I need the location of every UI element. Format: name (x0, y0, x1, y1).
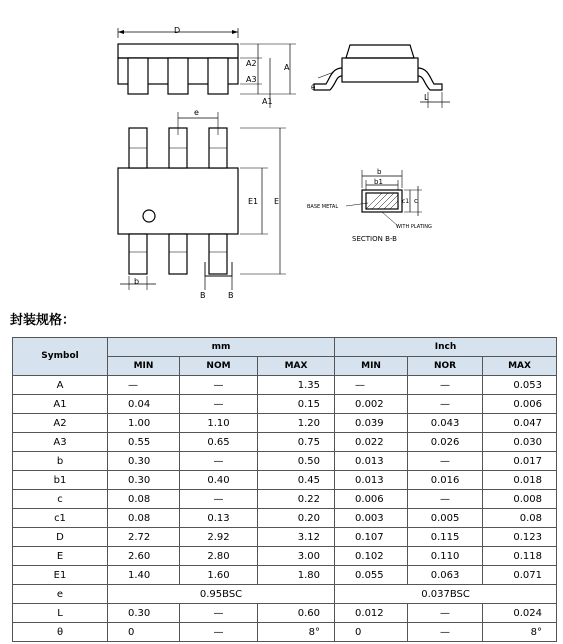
value-cell: 0.003 (335, 509, 408, 528)
table-row (13, 585, 557, 604)
end-view (314, 45, 450, 108)
value-cell: 0.039 (335, 414, 408, 433)
mm-nom-header: NOM (180, 357, 258, 376)
value-cell: 1.60 (180, 566, 258, 585)
value-cell: — (180, 395, 258, 414)
table-row (13, 471, 557, 490)
table-row (13, 547, 557, 566)
mm-header: mm (108, 338, 335, 357)
value-cell: 0.08 (483, 509, 557, 528)
value-cell: 0.95BSC (108, 585, 335, 604)
value-cell: 0.037BSC (335, 585, 557, 604)
label-with-plating: WITH PLATING (396, 224, 432, 230)
value-cell: 1.35 (258, 376, 335, 395)
value-cell: 0.115 (408, 528, 483, 547)
value-cell: 0.047 (483, 414, 557, 433)
value-cell: 0.20 (258, 509, 335, 528)
value-cell: 0.063 (408, 566, 483, 585)
symbol-cell: L (13, 604, 108, 623)
table-row (13, 414, 557, 433)
value-cell: — (408, 623, 483, 642)
table-body-tail (13, 604, 557, 642)
mm-min-header: MIN (108, 357, 180, 376)
label-a3: A3 (246, 75, 257, 84)
value-cell: 0.55 (108, 433, 180, 452)
value-cell: 1.80 (258, 566, 335, 585)
value-cell: — (108, 376, 180, 395)
table-body (13, 376, 557, 585)
value-cell: 0.016 (408, 471, 483, 490)
symbol-cell: e (13, 585, 108, 604)
value-cell: 0.017 (483, 452, 557, 471)
value-cell: 0.018 (483, 471, 557, 490)
value-cell: 1.20 (258, 414, 335, 433)
value-cell: 0 (108, 623, 180, 642)
value-cell: 0.006 (335, 490, 408, 509)
table-row (13, 376, 557, 395)
label-b-section: b (377, 168, 382, 176)
symbol-cell: E (13, 547, 108, 566)
value-cell: 0.102 (335, 547, 408, 566)
value-cell: — (335, 376, 408, 395)
symbol-cell: E1 (13, 566, 108, 585)
value-cell: 0.123 (483, 528, 557, 547)
symbol-header: Symbol (13, 338, 108, 376)
label-b1: b1 (374, 178, 383, 186)
value-cell: 2.72 (108, 528, 180, 547)
value-cell: — (180, 376, 258, 395)
symbol-cell: c1 (13, 509, 108, 528)
value-cell: 0.071 (483, 566, 557, 585)
value-cell: 0.053 (483, 376, 557, 395)
value-cell: 0.002 (335, 395, 408, 414)
value-cell: 0.024 (483, 604, 557, 623)
symbol-cell: b1 (13, 471, 108, 490)
table-row (13, 490, 557, 509)
value-cell: — (408, 452, 483, 471)
inch-min-header: MIN (335, 357, 408, 376)
label-section-title: SECTION B-B (352, 235, 397, 243)
value-cell: 0.65 (180, 433, 258, 452)
label-e1: E1 (248, 197, 259, 206)
value-cell: 8° (483, 623, 557, 642)
symbol-cell: D (13, 528, 108, 547)
value-cell: 0.026 (408, 433, 483, 452)
value-cell: 0.40 (180, 471, 258, 490)
value-cell: 3.00 (258, 547, 335, 566)
value-cell: 0.08 (108, 509, 180, 528)
label-section-b-left: B (200, 291, 206, 300)
symbol-cell: b (13, 452, 108, 471)
value-cell: 0.008 (483, 490, 557, 509)
table-row (13, 509, 557, 528)
value-cell: 0.012 (335, 604, 408, 623)
label-base-metal: BASE METAL (307, 204, 339, 210)
top-view (118, 112, 286, 290)
value-cell: — (180, 490, 258, 509)
value-cell: 0.013 (335, 471, 408, 490)
value-cell: 0.110 (408, 547, 483, 566)
value-cell: 0.30 (108, 471, 180, 490)
table-row (13, 395, 557, 414)
value-cell: — (408, 604, 483, 623)
value-cell: 0.30 (108, 604, 180, 623)
value-cell: — (180, 604, 258, 623)
table-row (13, 433, 557, 452)
symbol-cell: A2 (13, 414, 108, 433)
value-cell: 0.118 (483, 547, 557, 566)
value-cell: 8° (258, 623, 335, 642)
label-a: A (284, 63, 290, 72)
value-cell: 0.50 (258, 452, 335, 471)
value-cell: 0.22 (258, 490, 335, 509)
value-cell: 0.60 (258, 604, 335, 623)
value-cell: 1.00 (108, 414, 180, 433)
value-cell: 1.10 (180, 414, 258, 433)
value-cell: — (408, 395, 483, 414)
label-e-total: E (274, 197, 280, 206)
value-cell: 0.04 (108, 395, 180, 414)
table-row (13, 528, 557, 547)
value-cell: 2.80 (180, 547, 258, 566)
value-cell: 0.013 (335, 452, 408, 471)
dimension-table (12, 337, 557, 642)
value-cell: 0.75 (258, 433, 335, 452)
value-cell: 0.30 (108, 452, 180, 471)
table-row (13, 604, 557, 623)
label-theta: θ (311, 84, 316, 92)
symbol-cell: A3 (13, 433, 108, 452)
label-e: e (194, 108, 199, 117)
inch-header: Inch (335, 338, 557, 357)
label-section-b-right: B (228, 291, 234, 300)
value-cell: — (408, 376, 483, 395)
value-cell: 2.92 (180, 528, 258, 547)
section-b-b-view (346, 170, 422, 226)
label-b: b (134, 277, 140, 286)
table-body-e (13, 585, 557, 604)
inch-nor-header: NOR (408, 357, 483, 376)
table-row (13, 566, 557, 585)
inch-max-header: MAX (483, 357, 557, 376)
mm-max-header: MAX (258, 357, 335, 376)
value-cell: 0.08 (108, 490, 180, 509)
value-cell: 0.45 (258, 471, 335, 490)
label-a1: A1 (262, 97, 273, 106)
value-cell: 0.055 (335, 566, 408, 585)
symbol-cell: A1 (13, 395, 108, 414)
value-cell: 0.13 (180, 509, 258, 528)
value-cell: 0.030 (483, 433, 557, 452)
label-c1: c1 (402, 198, 410, 205)
symbol-cell: A (13, 376, 108, 395)
value-cell: 0 (335, 623, 408, 642)
label-l: L (424, 93, 429, 102)
table-row (13, 452, 557, 471)
value-cell: 3.12 (258, 528, 335, 547)
value-cell: — (408, 490, 483, 509)
value-cell: — (180, 452, 258, 471)
package-outline-drawing (0, 0, 563, 305)
symbol-cell: c (13, 490, 108, 509)
value-cell: 1.40 (108, 566, 180, 585)
table-row (13, 623, 557, 642)
value-cell: 0.006 (483, 395, 557, 414)
value-cell: — (180, 623, 258, 642)
symbol-cell: θ (13, 623, 108, 642)
value-cell: 0.107 (335, 528, 408, 547)
side-view (118, 28, 296, 108)
label-a2: A2 (246, 59, 257, 68)
value-cell: 0.005 (408, 509, 483, 528)
label-c: c (414, 197, 418, 205)
label-d: D (174, 26, 181, 35)
value-cell: 2.60 (108, 547, 180, 566)
value-cell: 0.022 (335, 433, 408, 452)
value-cell: 0.043 (408, 414, 483, 433)
value-cell: 0.15 (258, 395, 335, 414)
section-heading: 封装规格： (10, 313, 76, 328)
